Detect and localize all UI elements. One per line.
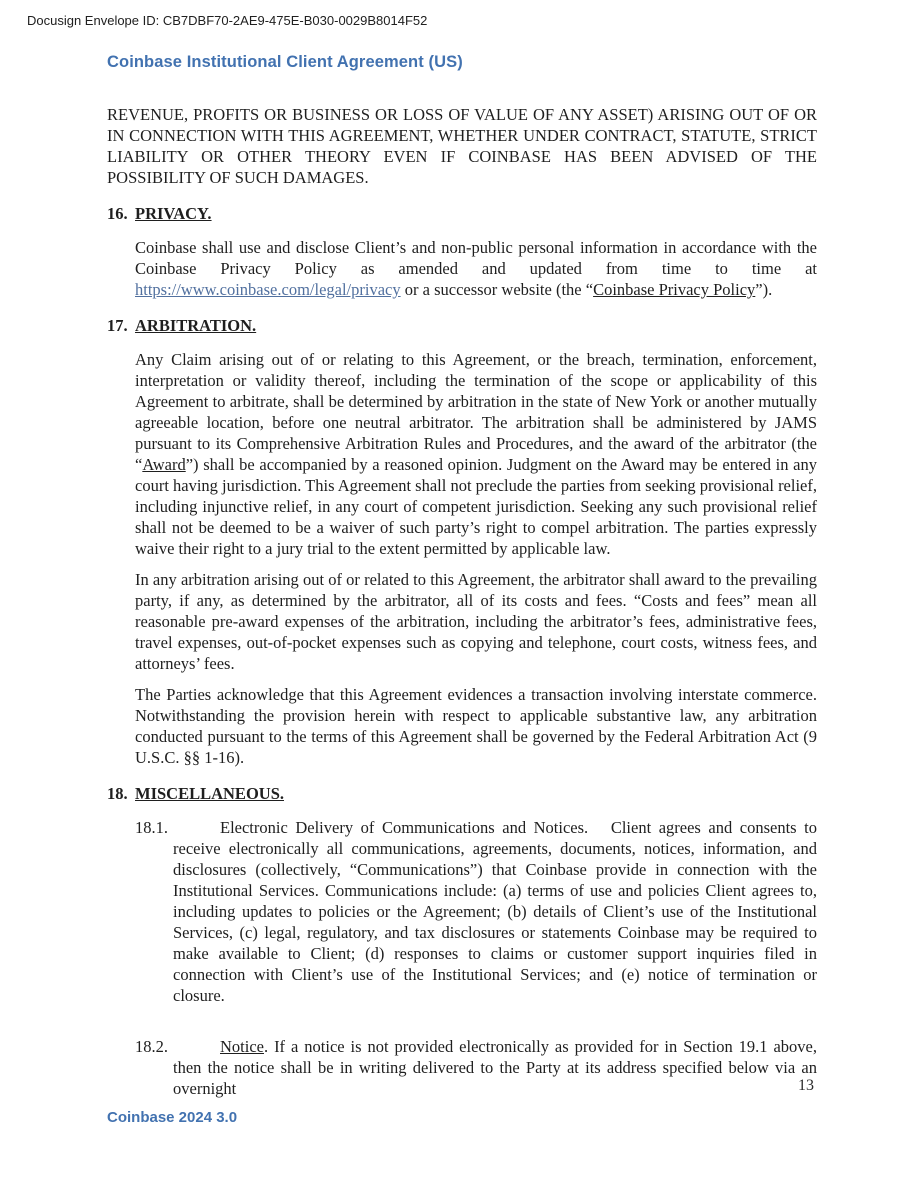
text-segment: In any arbitration arising out of or related to this Agreement, the arbitrator shall award to the prevailing party, if any, as determined by the arbitrator, all of its costs and fees. “Costs and fees” mean all reasonable pre-award expenses of the arbitration, including the arbitrator’s fees, administrative fees, travel expenses, out-of-pocket expenses such as copying and telephone, court costs, witness fees, and attorneys’ fees. xyxy=(135,570,817,673)
text-segment: Coinbase shall use and disclose Client’s and non-public personal information in accordance with the Coinbase Privacy Policy as amended and updated from time to time at xyxy=(135,238,817,278)
text-segment: Any Claim arising out of or relating to this Agreement, or the breach, termination, enforcement, interpretation or validity thereof, including the termination of the scope or applicability of this Agreement to arbitrate, shall be determined by arbitration in the state of New York or another mutually agreeable location, before one neutral arbitrator. The arbitration shall be administered by JAMS pursuant to its Comprehensive Arbitration Rules and Procedures, and the award of the arbitrator (the “ xyxy=(135,350,817,474)
section-17-title: ARBITRATION. xyxy=(135,316,257,335)
section-17-heading xyxy=(107,315,817,336)
subsection-18-2 xyxy=(135,1036,817,1099)
document-title: Coinbase Institutional Client Agreement (US) xyxy=(107,53,463,71)
text-segment: . If a notice is not provided electronically as provided for in Section 19.1 above, then the notice shall be in writing delivered to the Party at its address specified below via an overnight xyxy=(173,1037,817,1098)
text-segment: Award xyxy=(142,455,186,474)
text-segment: ”). xyxy=(755,280,773,299)
section-16-number: 16. xyxy=(107,204,128,223)
subsection-18-1-paragraph xyxy=(173,817,817,1006)
section-16-heading xyxy=(107,203,817,224)
subsection-18-2-paragraph xyxy=(173,1036,817,1099)
section-17-paragraph-2 xyxy=(135,569,817,674)
privacy-policy-link[interactable]: https://www.coinbase.com/legal/privacy xyxy=(135,280,401,299)
section-17-paragraph-1 xyxy=(135,349,817,559)
text-segment: REVENUE, PROFITS OR BUSINESS OR LOSS OF VALUE OF ANY ASSET) ARISING OUT OF OR IN CONNECTION WITH THIS AGREEMENT, WHETHER UNDER CONTRACT, STATUTE, STRICT LIABILITY OR OTHER THEORY EVEN IF COINBASE HAS BEEN ADVISED OF THE POSSIBILITY OF SUCH DAMAGES. xyxy=(107,105,817,187)
text-segment: Electronic Delivery of Communications and Notices. Client agrees and consents to receive electronically all communications, agreements, documents, notices, information, and disclosures (collectively, “Communications”) that Coinbase provide in connection with the Institutional Services. Communications include: (a) terms of use and policies Client agrees to, including updates to policies or the Agreement; (b) details of Client’s use of the Institutional Services, (c) legal, regulatory, and tax disclosures or statements Coinbase may be required to make available to Client; (d) responses to claims or customer support inquiries filed in connection with Client’s use of the Institutional Services; and (e) notice of termination or closure. xyxy=(173,818,817,1005)
subsection-18-1 xyxy=(135,817,817,1006)
page-number: 13 xyxy=(798,1077,814,1094)
subsection-18-2-number: 18.2. xyxy=(135,1037,168,1056)
section-18-title: MISCELLANEOUS. xyxy=(135,784,284,803)
continuation-paragraph xyxy=(107,104,817,188)
text-segment: The Parties acknowledge that this Agreement evidences a transaction involving interstate commerce. Notwithstanding the provision herein with respect to applicable substantive law, any arbitration conducted pursuant to the terms of this Agreement shall be governed by the Federal Arbitration Act (9 U.S.C. §§ 1-16). xyxy=(135,685,817,767)
document-body xyxy=(107,104,817,1109)
subsection-18-1-number: 18.1. xyxy=(135,818,168,837)
section-17-paragraph-3 xyxy=(135,684,817,768)
section-18-number: 18. xyxy=(107,784,128,803)
text-segment: Coinbase Privacy Policy xyxy=(593,280,756,299)
section-18-heading xyxy=(107,783,817,804)
text-segment: or a successor website (the “ xyxy=(400,280,594,299)
section-16-title: PRIVACY. xyxy=(135,204,212,223)
section-16-paragraph xyxy=(135,237,817,300)
text-segment: ”) shall be accompanied by a reasoned opinion. Judgment on the Award may be entered in any court having jurisdiction. This Agreement shall not preclude the parties from seeking provisional relief, including injunctive relief, in any court of competent jurisdiction. Seeking any such provisional relief shall not be deemed to be a waiver of such party’s right to compel arbitration. The parties expressly waive their right to a jury trial to the extent permitted by applicable law. xyxy=(135,455,817,558)
section-17-number: 17. xyxy=(107,316,128,335)
footer-version: Coinbase 2024 3.0 xyxy=(107,1109,238,1126)
text-segment: Notice xyxy=(220,1037,264,1056)
docusign-envelope-id: Docusign Envelope ID: CB7DBF70-2AE9-475E-B030-0029B8014F52 xyxy=(27,13,428,28)
